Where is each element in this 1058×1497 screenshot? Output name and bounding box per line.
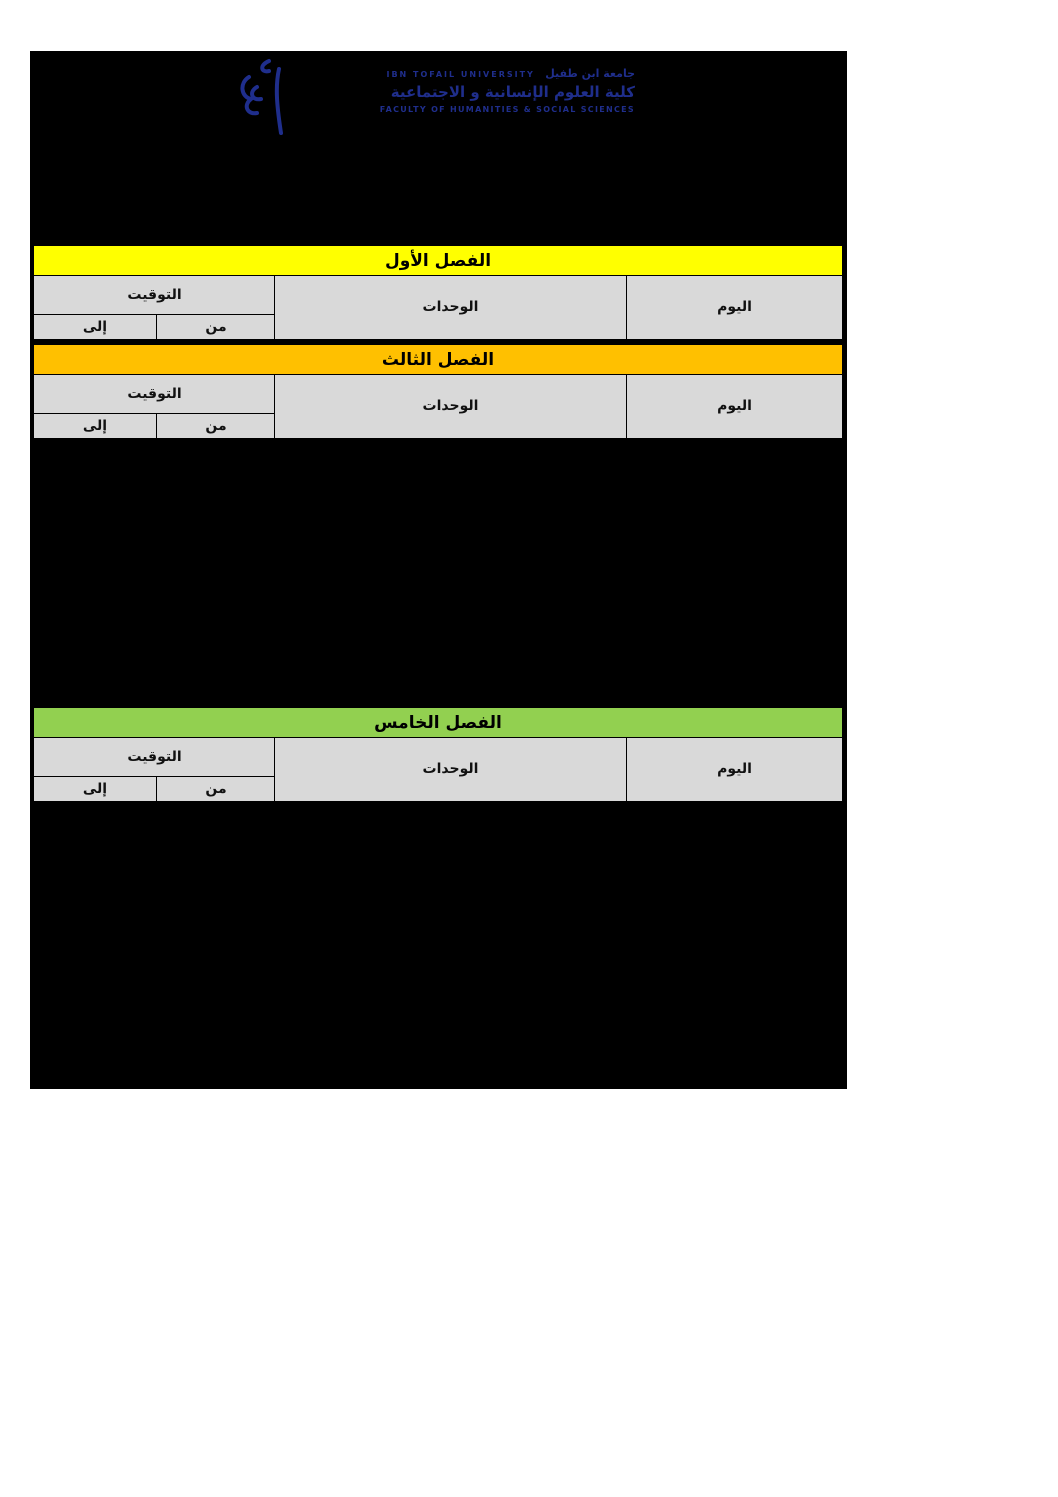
university-name-ar: جامعة ابن طفيل <box>545 67 635 80</box>
column-timing: التوقيت <box>34 276 275 315</box>
semester-1-title: الفصل الأول <box>33 245 843 276</box>
faculty-name-ar: كلية العلوم الإنسانية و الاجتماعية <box>390 83 635 101</box>
column-from: من <box>156 414 275 438</box>
column-from: من <box>156 315 275 339</box>
column-timing: التوقيت <box>34 738 275 777</box>
semester-3-title: الفصل الثالث <box>33 344 843 375</box>
column-day: اليوم <box>626 738 842 801</box>
university-logo <box>235 57 635 137</box>
university-emblem-icon <box>235 57 295 137</box>
university-name-en: IBN TOFAIL UNIVERSITY <box>386 70 535 79</box>
semester-1-table <box>33 245 843 340</box>
semester-5-header-row <box>33 738 843 802</box>
semester-3-header-row <box>33 375 843 439</box>
column-from: من <box>156 777 275 801</box>
column-units: الوحدات <box>274 276 626 339</box>
column-to: إلى <box>82 418 108 434</box>
column-day: اليوم <box>626 375 842 438</box>
faculty-name-en: FACULTY OF HUMANITIES & SOCIAL SCIENCES <box>379 105 635 114</box>
semester-5-table <box>33 707 843 802</box>
column-units: الوحدات <box>274 375 626 438</box>
timetable-sheet <box>30 51 847 1089</box>
university-name <box>303 67 635 83</box>
column-timing: التوقيت <box>34 375 275 414</box>
column-day: اليوم <box>626 276 842 339</box>
column-to: إلى <box>82 781 108 797</box>
semester-5-title: الفصل الخامس <box>33 707 843 738</box>
semester-1-header-row <box>33 276 843 340</box>
column-to: إلى <box>82 319 108 335</box>
column-units: الوحدات <box>274 738 626 801</box>
semester-3-table <box>33 344 843 439</box>
